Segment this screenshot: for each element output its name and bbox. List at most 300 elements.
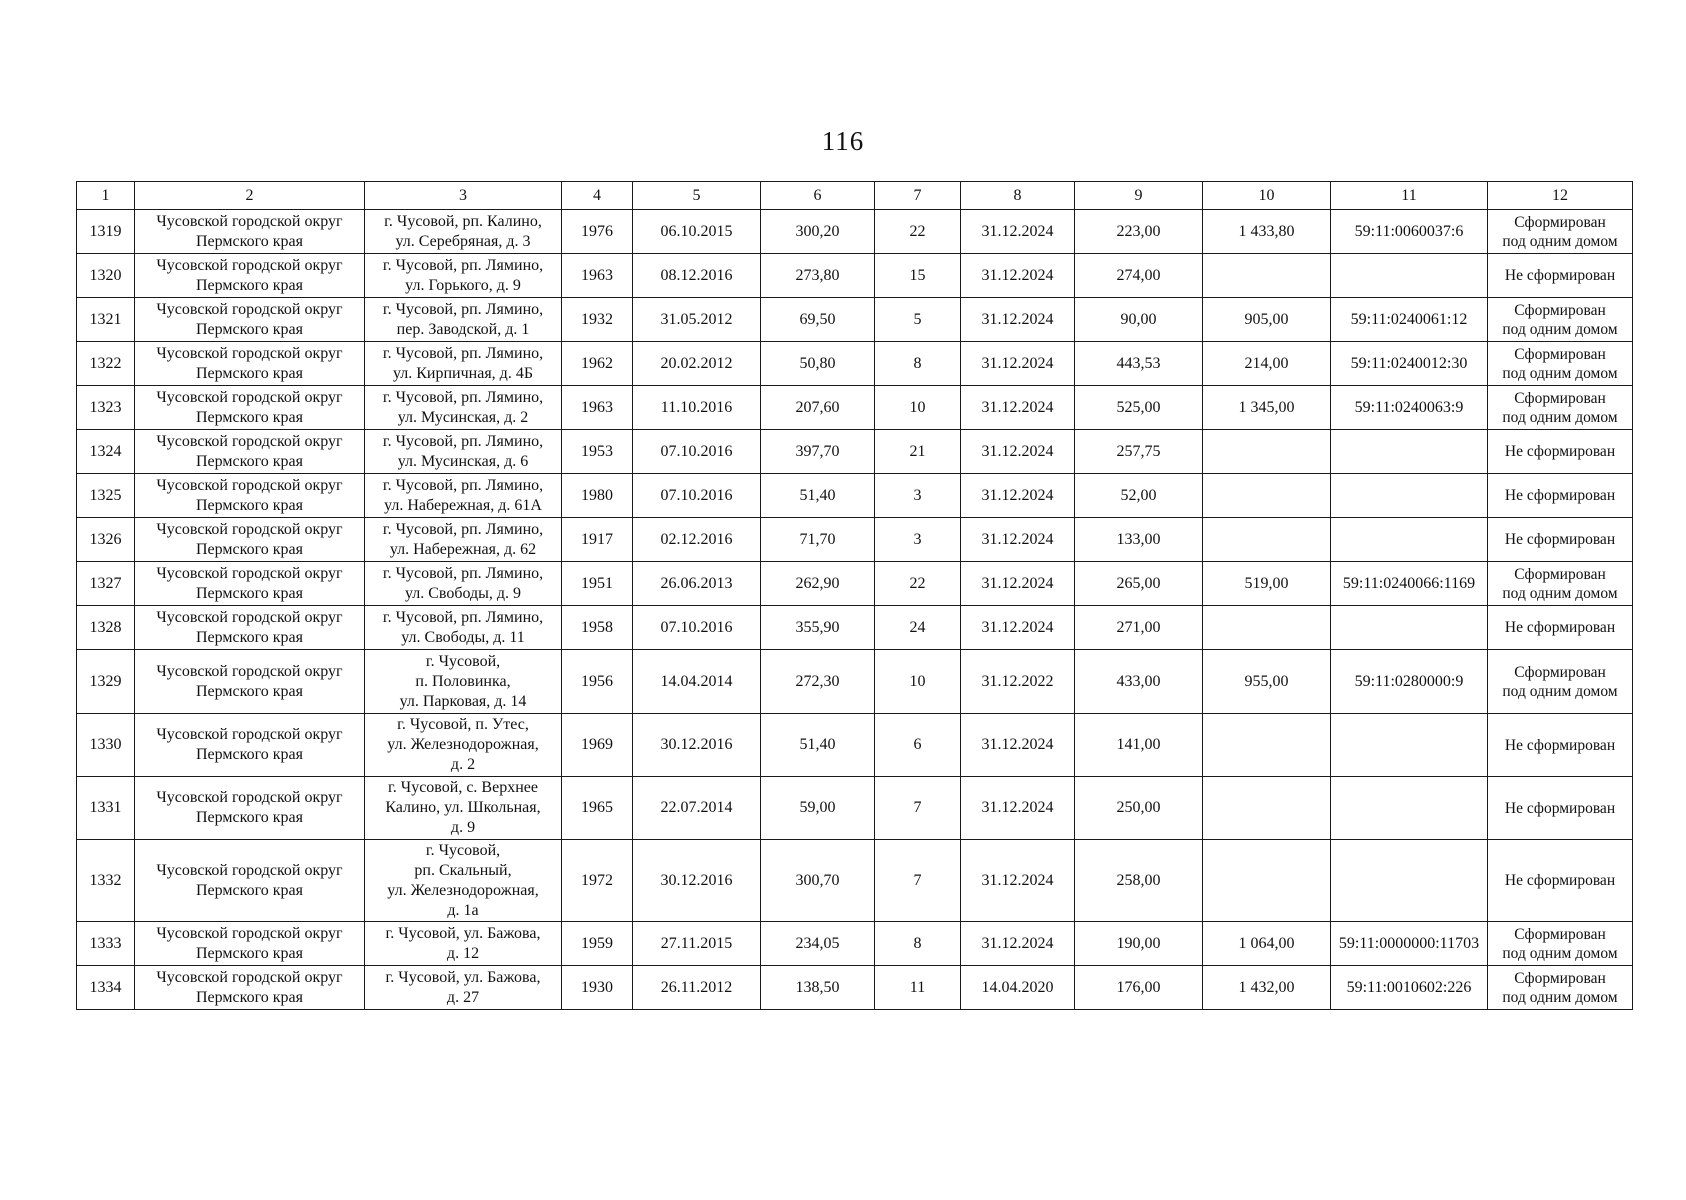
cadastral-number-cell — [1331, 474, 1488, 518]
deadline-cell: 31.12.2024 — [961, 298, 1075, 342]
cadastral-number-cell: 59:11:0280000:9 — [1331, 650, 1488, 714]
table-row — [77, 474, 1633, 518]
address-line: ул. Мусинская, д. 6 — [397, 452, 529, 470]
row-number-cell: 1334 — [77, 966, 135, 1010]
recognition-date-cell: 06.10.2015 — [633, 210, 761, 254]
residents-cell: 24 — [875, 606, 961, 650]
municipality-line: Пермского края — [196, 276, 303, 294]
planned-area-cell: 223,00 — [1075, 210, 1203, 254]
municipality-line: Пермского края — [196, 682, 303, 700]
build-year-cell: 1958 — [562, 606, 633, 650]
residents-cell: 3 — [875, 518, 961, 562]
row-number-cell: 1320 — [77, 254, 135, 298]
municipality-line: Чусовской городской округ — [156, 789, 343, 806]
cadastral-number-cell: 59:11:0240012:30 — [1331, 342, 1488, 386]
planned-area-cell: 133,00 — [1075, 518, 1203, 562]
planned-area-cell: 141,00 — [1075, 714, 1203, 777]
deadline-cell: 14.04.2020 — [961, 966, 1075, 1010]
row-number-cell: 1319 — [77, 210, 135, 254]
municipality-line: Пермского края — [196, 496, 303, 514]
deadline-cell: 31.12.2024 — [961, 518, 1075, 562]
build-year-cell: 1930 — [562, 966, 633, 1010]
row-number-cell: 1329 — [77, 650, 135, 714]
land-status-cell — [1488, 254, 1633, 298]
table-header — [77, 182, 1633, 210]
planned-area-cell: 274,00 — [1075, 254, 1203, 298]
address-cell — [365, 254, 562, 298]
municipality-cell — [135, 342, 365, 386]
address-cell — [365, 386, 562, 430]
recognition-date-cell: 11.10.2016 — [633, 386, 761, 430]
address-line: г. Чусовой, рп. Лямино, — [382, 388, 544, 406]
planned-area-cell: 433,00 — [1075, 650, 1203, 714]
address-line: ул. Свободы, д. 11 — [401, 628, 525, 646]
municipality-line: Чусовской городской округ — [156, 968, 343, 986]
address-line: г. Чусовой, рп. Лямино, — [382, 344, 544, 362]
housing-registry-table — [76, 181, 1633, 1010]
build-year-cell: 1965 — [562, 777, 633, 840]
address-line: д. 2 — [450, 756, 476, 773]
land-area-cell — [1203, 518, 1331, 562]
land-status-cell — [1488, 606, 1633, 650]
address-line: п. Половинка, — [415, 672, 511, 690]
residents-cell: 6 — [875, 714, 961, 777]
address-line: ул. Мусинская, д. 2 — [397, 408, 529, 426]
land-status-line: Не сформирован — [1504, 799, 1616, 817]
residents-cell: 11 — [875, 966, 961, 1010]
address-line: ул. Железнодорожная, — [387, 736, 539, 753]
address-line: г. Чусовой, рп. Лямино, — [382, 520, 544, 538]
land-status-cell — [1488, 298, 1633, 342]
column-header-4: 4 — [562, 182, 633, 210]
table-row — [77, 518, 1633, 562]
area-cell: 272,30 — [761, 650, 875, 714]
deadline-cell: 31.12.2024 — [961, 562, 1075, 606]
recognition-date-cell: 22.07.2014 — [633, 777, 761, 840]
land-status-line: Не сформирован — [1504, 267, 1616, 284]
address-line: г. Чусовой, рп. Лямино, — [382, 476, 544, 494]
table-row — [77, 562, 1633, 606]
table-row — [77, 966, 1633, 1010]
residents-cell: 8 — [875, 922, 961, 966]
residents-cell: 8 — [875, 342, 961, 386]
deadline-cell: 31.12.2024 — [961, 342, 1075, 386]
land-status-line: Сформирован — [1514, 301, 1606, 319]
residents-cell: 7 — [875, 777, 961, 840]
column-header-11: 11 — [1331, 182, 1488, 210]
build-year-cell: 1972 — [562, 840, 633, 922]
cadastral-number-cell: 59:11:0240061:12 — [1331, 298, 1488, 342]
land-status-line: Сформирован — [1514, 389, 1606, 407]
address-line: д. 9 — [450, 819, 476, 836]
table-row — [77, 777, 1633, 840]
deadline-cell: 31.12.2024 — [961, 777, 1075, 840]
address-cell — [365, 922, 562, 966]
recognition-date-cell: 02.12.2016 — [633, 518, 761, 562]
land-status-line: Сформирован — [1514, 969, 1606, 987]
land-status-line: Не сформирован — [1504, 872, 1616, 889]
recognition-date-cell: 07.10.2016 — [633, 430, 761, 474]
municipality-cell — [135, 606, 365, 650]
land-area-cell — [1203, 474, 1331, 518]
land-area-cell — [1203, 840, 1331, 922]
municipality-line: Пермского края — [196, 540, 303, 558]
area-cell: 71,70 — [761, 518, 875, 562]
municipality-line: Чусовской городской округ — [156, 726, 343, 743]
planned-area-cell: 443,53 — [1075, 342, 1203, 386]
land-status-cell — [1488, 922, 1633, 966]
address-cell — [365, 210, 562, 254]
land-status-line: под одним домом — [1502, 944, 1618, 962]
land-status-cell — [1488, 342, 1633, 386]
municipality-line: Пермского края — [196, 364, 303, 382]
address-line: г. Чусовой, рп. Лямино, — [382, 432, 544, 450]
table-row — [77, 650, 1633, 714]
address-line: ул. Серебряная, д. 3 — [395, 232, 531, 250]
municipality-cell — [135, 840, 365, 922]
deadline-cell: 31.12.2024 — [961, 714, 1075, 777]
municipality-line: Пермского края — [196, 584, 303, 602]
table-row — [77, 606, 1633, 650]
residents-cell: 15 — [875, 254, 961, 298]
address-line: ул. Парковая, д. 14 — [399, 692, 527, 710]
land-status-line: под одним домом — [1502, 408, 1618, 426]
area-cell: 138,50 — [761, 966, 875, 1010]
area-cell: 207,60 — [761, 386, 875, 430]
recognition-date-cell: 31.05.2012 — [633, 298, 761, 342]
municipality-cell — [135, 474, 365, 518]
area-cell: 234,05 — [761, 922, 875, 966]
deadline-cell: 31.12.2024 — [961, 210, 1075, 254]
land-area-cell — [1203, 430, 1331, 474]
land-status-cell — [1488, 386, 1633, 430]
cadastral-number-cell — [1331, 518, 1488, 562]
municipality-line: Чусовской городской округ — [156, 344, 343, 362]
municipality-line: Пермского края — [196, 232, 303, 250]
municipality-line: Чусовской городской округ — [156, 256, 343, 274]
cadastral-number-cell: 59:11:0010602:226 — [1331, 966, 1488, 1010]
municipality-cell — [135, 518, 365, 562]
address-line: ул. Кирпичная, д. 4Б — [392, 364, 534, 382]
municipality-line: Чусовской городской округ — [156, 212, 343, 230]
cadastral-number-cell: 59:11:0000000:11703 — [1331, 922, 1488, 966]
municipality-cell — [135, 298, 365, 342]
land-status-line: Сформирован — [1514, 663, 1606, 681]
address-cell — [365, 777, 562, 840]
address-line: г. Чусовой, — [425, 841, 501, 859]
land-status-cell — [1488, 518, 1633, 562]
recognition-date-cell: 26.06.2013 — [633, 562, 761, 606]
recognition-date-cell: 14.04.2014 — [633, 650, 761, 714]
land-status-line: Не сформирован — [1504, 736, 1616, 754]
recognition-date-cell: 20.02.2012 — [633, 342, 761, 386]
municipality-line: Чусовской городской округ — [156, 520, 343, 538]
build-year-cell: 1917 — [562, 518, 633, 562]
cadastral-number-cell — [1331, 840, 1488, 922]
municipality-cell — [135, 430, 365, 474]
build-year-cell: 1932 — [562, 298, 633, 342]
planned-area-cell: 271,00 — [1075, 606, 1203, 650]
header-row — [77, 182, 1633, 210]
address-line: ул. Набережная, д. 61А — [384, 496, 542, 514]
row-number-cell: 1326 — [77, 518, 135, 562]
municipality-cell — [135, 966, 365, 1010]
deadline-cell: 31.12.2024 — [961, 254, 1075, 298]
residents-cell: 3 — [875, 474, 961, 518]
municipality-line: Чусовской городской округ — [156, 564, 343, 582]
row-number-cell: 1327 — [77, 562, 135, 606]
municipality-line: Пермского края — [196, 320, 303, 338]
build-year-cell: 1980 — [562, 474, 633, 518]
address-cell — [365, 606, 562, 650]
municipality-cell — [135, 562, 365, 606]
land-area-cell — [1203, 714, 1331, 777]
deadline-cell: 31.12.2024 — [961, 474, 1075, 518]
table-row — [77, 714, 1633, 777]
land-area-cell: 1 345,00 — [1203, 386, 1331, 430]
build-year-cell: 1969 — [562, 714, 633, 777]
cadastral-number-cell: 59:11:0240063:9 — [1331, 386, 1488, 430]
land-status-line: под одним домом — [1502, 320, 1618, 338]
address-line: д. 1а — [447, 901, 479, 919]
address-line: д. 12 — [446, 944, 480, 962]
address-line: г. Чусовой, рп. Лямино, — [382, 256, 544, 274]
municipality-line: Чусовской городской округ — [156, 388, 343, 406]
column-header-2: 2 — [135, 182, 365, 210]
area-cell: 355,90 — [761, 606, 875, 650]
address-cell — [365, 298, 562, 342]
planned-area-cell: 250,00 — [1075, 777, 1203, 840]
address-line: г. Чусовой, рп. Калино, — [384, 212, 542, 230]
land-area-cell: 905,00 — [1203, 298, 1331, 342]
address-cell — [365, 342, 562, 386]
land-status-cell — [1488, 777, 1633, 840]
address-cell — [365, 650, 562, 714]
cadastral-number-cell — [1331, 777, 1488, 840]
row-number-cell: 1328 — [77, 606, 135, 650]
area-cell: 397,70 — [761, 430, 875, 474]
municipality-line: Чусовской городской округ — [156, 861, 343, 879]
land-status-line: под одним домом — [1502, 584, 1618, 602]
address-line: ул. Горького, д. 9 — [405, 276, 521, 294]
table-row — [77, 840, 1633, 922]
address-cell — [365, 840, 562, 922]
residents-cell: 5 — [875, 298, 961, 342]
address-line: г. Чусовой, ул. Бажова, — [385, 968, 541, 986]
table-row — [77, 342, 1633, 386]
address-cell — [365, 714, 562, 777]
area-cell: 50,80 — [761, 342, 875, 386]
deadline-cell: 31.12.2024 — [961, 840, 1075, 922]
column-header-3: 3 — [365, 182, 562, 210]
address-line: г. Чусовой, — [425, 652, 501, 670]
municipality-cell — [135, 210, 365, 254]
page-number: 116 — [821, 126, 865, 156]
row-number-cell: 1324 — [77, 430, 135, 474]
land-area-cell: 1 433,80 — [1203, 210, 1331, 254]
land-status-cell — [1488, 966, 1633, 1010]
land-area-cell: 1 064,00 — [1203, 922, 1331, 966]
cadastral-number-cell — [1331, 430, 1488, 474]
area-cell: 51,40 — [761, 714, 875, 777]
land-area-cell: 1 432,00 — [1203, 966, 1331, 1010]
column-header-5: 5 — [633, 182, 761, 210]
municipality-cell — [135, 922, 365, 966]
address-line: г. Чусовой, ул. Бажова, — [385, 924, 541, 942]
area-cell: 300,20 — [761, 210, 875, 254]
planned-area-cell: 265,00 — [1075, 562, 1203, 606]
address-cell — [365, 474, 562, 518]
land-status-cell — [1488, 840, 1633, 922]
deadline-cell: 31.12.2024 — [961, 606, 1075, 650]
land-area-cell — [1203, 777, 1331, 840]
land-area-cell — [1203, 254, 1331, 298]
municipality-line: Чусовской городской округ — [156, 476, 343, 494]
municipality-line: Пермского края — [196, 408, 303, 426]
address-line: г. Чусовой, п. Утес, — [397, 716, 529, 733]
municipality-cell — [135, 714, 365, 777]
table-row — [77, 298, 1633, 342]
residents-cell: 22 — [875, 210, 961, 254]
deadline-cell: 31.12.2024 — [961, 922, 1075, 966]
recognition-date-cell: 07.10.2016 — [633, 474, 761, 518]
deadline-cell: 31.12.2022 — [961, 650, 1075, 714]
land-status-line: под одним домом — [1502, 988, 1618, 1006]
area-cell: 51,40 — [761, 474, 875, 518]
residents-cell: 10 — [875, 650, 961, 714]
row-number-cell: 1321 — [77, 298, 135, 342]
cadastral-number-cell — [1331, 714, 1488, 777]
row-number-cell: 1333 — [77, 922, 135, 966]
column-header-9: 9 — [1075, 182, 1203, 210]
build-year-cell: 1963 — [562, 386, 633, 430]
row-number-cell: 1331 — [77, 777, 135, 840]
row-number-cell: 1330 — [77, 714, 135, 777]
address-line: ул. Набережная, д. 62 — [389, 540, 537, 558]
land-status-cell — [1488, 474, 1633, 518]
municipality-line: Пермского края — [196, 809, 303, 826]
cadastral-number-cell — [1331, 606, 1488, 650]
municipality-line: Чусовской городской округ — [156, 300, 343, 318]
municipality-cell — [135, 650, 365, 714]
address-line: д. 27 — [446, 988, 480, 1006]
land-status-line: Не сформирован — [1504, 619, 1616, 636]
land-status-line: Сформирован — [1514, 565, 1606, 583]
recognition-date-cell: 30.12.2016 — [633, 714, 761, 777]
municipality-cell — [135, 386, 365, 430]
build-year-cell: 1976 — [562, 210, 633, 254]
municipality-cell — [135, 254, 365, 298]
land-status-line: Сформирован — [1514, 213, 1606, 231]
land-status-line: под одним домом — [1502, 682, 1618, 700]
residents-cell: 22 — [875, 562, 961, 606]
municipality-line: Чусовской городской округ — [156, 662, 343, 680]
planned-area-cell: 176,00 — [1075, 966, 1203, 1010]
land-status-cell — [1488, 210, 1633, 254]
address-line: рп. Скальный, — [414, 861, 512, 879]
build-year-cell: 1963 — [562, 254, 633, 298]
planned-area-cell: 190,00 — [1075, 922, 1203, 966]
table-row — [77, 210, 1633, 254]
municipality-line: Пермского края — [196, 628, 303, 646]
municipality-line: Чусовской городской округ — [156, 608, 343, 626]
build-year-cell: 1962 — [562, 342, 633, 386]
address-cell — [365, 518, 562, 562]
land-status-line: Не сформирован — [1504, 487, 1616, 504]
column-header-8: 8 — [961, 182, 1075, 210]
municipality-line: Пермского края — [196, 746, 303, 763]
municipality-line: Чусовской городской округ — [156, 924, 343, 942]
planned-area-cell: 525,00 — [1075, 386, 1203, 430]
municipality-line: Пермского края — [196, 881, 303, 899]
land-area-cell: 955,00 — [1203, 650, 1331, 714]
cadastral-number-cell: 59:11:0240066:1169 — [1331, 562, 1488, 606]
column-header-1: 1 — [77, 182, 135, 210]
residents-cell: 7 — [875, 840, 961, 922]
address-line: Калино, ул. Школьная, — [385, 799, 541, 816]
address-line: г. Чусовой, с. Верхнее — [388, 779, 538, 796]
deadline-cell: 31.12.2024 — [961, 386, 1075, 430]
address-line: г. Чусовой, рп. Лямино, — [382, 300, 544, 318]
row-number-cell: 1325 — [77, 474, 135, 518]
table-row — [77, 386, 1633, 430]
build-year-cell: 1953 — [562, 430, 633, 474]
build-year-cell: 1951 — [562, 562, 633, 606]
table-body — [77, 210, 1633, 1010]
recognition-date-cell: 07.10.2016 — [633, 606, 761, 650]
recognition-date-cell: 26.11.2012 — [633, 966, 761, 1010]
address-cell — [365, 562, 562, 606]
land-area-cell — [1203, 606, 1331, 650]
recognition-date-cell: 27.11.2015 — [633, 922, 761, 966]
area-cell: 69,50 — [761, 298, 875, 342]
planned-area-cell: 257,75 — [1075, 430, 1203, 474]
municipality-line: Пермского края — [196, 452, 303, 470]
column-header-7: 7 — [875, 182, 961, 210]
land-status-line: Сформирован — [1514, 345, 1606, 363]
municipality-line: Пермского края — [196, 944, 303, 962]
address-line: ул. Железнодорожная, — [387, 881, 539, 899]
address-line: пер. Заводской, д. 1 — [396, 320, 530, 338]
row-number-cell: 1323 — [77, 386, 135, 430]
address-line: г. Чусовой, рп. Лямино, — [382, 564, 544, 582]
address-line: г. Чусовой, рп. Лямино, — [382, 608, 544, 626]
cadastral-number-cell — [1331, 254, 1488, 298]
build-year-cell: 1959 — [562, 922, 633, 966]
table-row — [77, 922, 1633, 966]
area-cell: 300,70 — [761, 840, 875, 922]
municipality-line: Чусовской городской округ — [156, 432, 343, 450]
recognition-date-cell: 30.12.2016 — [633, 840, 761, 922]
cadastral-number-cell: 59:11:0060037:6 — [1331, 210, 1488, 254]
planned-area-cell: 258,00 — [1075, 840, 1203, 922]
column-header-10: 10 — [1203, 182, 1331, 210]
land-status-line: под одним домом — [1502, 364, 1618, 382]
area-cell: 59,00 — [761, 777, 875, 840]
land-area-cell: 214,00 — [1203, 342, 1331, 386]
address-cell — [365, 966, 562, 1010]
land-status-cell — [1488, 562, 1633, 606]
land-status-line: под одним домом — [1502, 232, 1618, 250]
build-year-cell: 1956 — [562, 650, 633, 714]
address-cell — [365, 430, 562, 474]
land-status-cell — [1488, 650, 1633, 714]
row-number-cell: 1322 — [77, 342, 135, 386]
land-status-cell — [1488, 430, 1633, 474]
column-header-12: 12 — [1488, 182, 1633, 210]
planned-area-cell: 90,00 — [1075, 298, 1203, 342]
residents-cell: 21 — [875, 430, 961, 474]
